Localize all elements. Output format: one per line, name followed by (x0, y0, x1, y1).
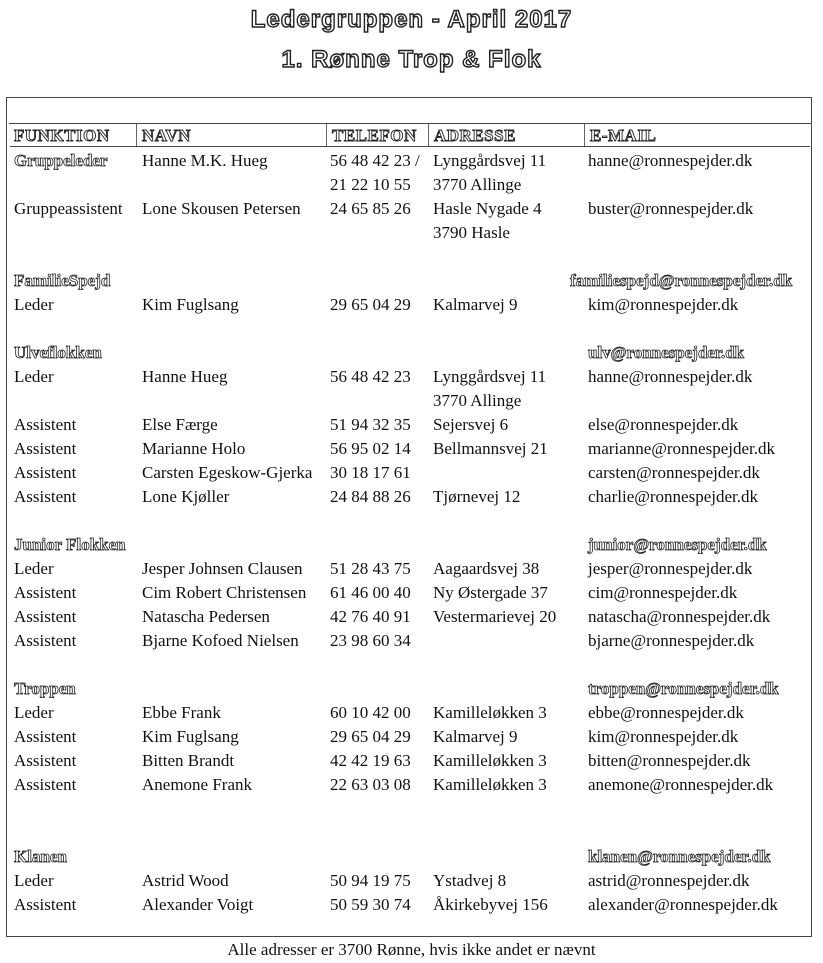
cell-telefon: 50 59 30 74 (330, 895, 411, 914)
cell-telefon: 29 65 04 29 (330, 295, 411, 314)
group-row (14, 341, 814, 365)
cell-funktion: Assistent (14, 415, 77, 434)
group-row (14, 677, 814, 701)
cell-email: hanne@ronnespejder.dk (588, 151, 753, 170)
cell-funktion: Leder (14, 367, 54, 386)
cell-telefon: 24 84 88 26 (330, 487, 411, 506)
cell-adresse: 3770 Allinge (433, 175, 522, 194)
table-row (14, 629, 814, 653)
cell-adresse: Hasle Nygade 4 (433, 199, 542, 218)
cell-email: anemone@ronnespejder.dk (588, 775, 774, 794)
cell-telefon: 51 94 32 35 (330, 415, 411, 434)
cell-email: jesper@ronnespejder.dk (588, 559, 753, 578)
cell-adresse: Ystadvej 8 (433, 871, 507, 890)
table-top-band (9, 98, 811, 124)
cell-funktion: Leder (14, 871, 54, 890)
cell-telefon: 42 76 40 91 (330, 607, 411, 626)
group-email: klanen@ronnespejder.dk (588, 847, 771, 866)
cell-navn: Marianne Holo (142, 439, 246, 458)
table-row (14, 581, 814, 605)
group-email: troppen@ronnespejder.dk (588, 679, 779, 698)
cell-adresse: Kamilleløkken 3 (433, 775, 547, 794)
table-row (14, 869, 814, 893)
cell-adresse: Kalmarvej 9 (433, 295, 518, 314)
cell-funktion: Assistent (14, 751, 77, 770)
cell-email: astrid@ronnespejder.dk (588, 871, 750, 890)
cell-adresse: Tjørnevej 12 (433, 487, 521, 506)
cell-navn: Hanne Hueg (142, 367, 228, 386)
cell-telefon: 61 46 00 40 (330, 583, 411, 602)
cell-adresse: Kamilleløkken 3 (433, 703, 547, 722)
cell-telefon: 50 94 19 75 (330, 871, 411, 890)
cell-email: else@ronnespejder.dk (588, 415, 739, 434)
cell-telefon: 21 22 10 55 (330, 175, 411, 194)
cell-telefon: 30 18 17 61 (330, 463, 411, 482)
cell-navn: Alexander Voigt (142, 895, 254, 914)
table-row (14, 485, 814, 509)
cell-navn: Lone Kjøller (142, 487, 230, 506)
header-navn: NAVN (142, 126, 191, 145)
header-email: E-MAIL (590, 126, 657, 145)
header-divider (326, 124, 327, 146)
table-row (14, 293, 814, 317)
footer-note: Alle adresser er 3700 Rønne, hvis ikke andet er nævnt (227, 940, 596, 959)
cell-adresse: Bellmannsvej 21 (433, 439, 548, 458)
spacer-row (14, 245, 814, 269)
group-name: Junior Flokken (14, 535, 126, 554)
cell-funktion: Assistent (14, 631, 77, 650)
cell-email: bitten@ronnespejder.dk (588, 751, 751, 770)
cell-telefon: 60 10 42 00 (330, 703, 411, 722)
cell-adresse: 3790 Hasle (433, 223, 510, 242)
cell-funktion: Leder (14, 295, 54, 314)
group-row (14, 845, 814, 869)
table-row (14, 557, 814, 581)
cell-telefon: 42 42 19 63 (330, 751, 411, 770)
group-name: FamilieSpejd (14, 271, 111, 290)
cell-telefon: 29 65 04 29 (330, 727, 411, 746)
cell-email: bjarne@ronnespejder.dk (588, 631, 755, 650)
table-row (14, 749, 814, 773)
cell-navn: Lone Skousen Petersen (142, 199, 301, 218)
page-subtitle: 1. Rønne Trop & Flok (281, 46, 542, 73)
cell-navn: Bjarne Kofoed Nielsen (142, 631, 299, 650)
cell-funktion: Leder (14, 559, 54, 578)
cell-navn: Kim Fuglsang (142, 727, 239, 746)
cell-email: charlie@ronnespejder.dk (588, 487, 759, 506)
header-telefon: TELEFON (332, 126, 417, 145)
table-row (14, 605, 814, 629)
group-row (14, 269, 814, 293)
cell-email: alexander@ronnespejder.dk (588, 895, 778, 914)
cell-email: cim@ronnespejder.dk (588, 583, 738, 602)
cell-navn: Natascha Pedersen (142, 607, 270, 626)
table-row (14, 725, 814, 749)
group-name: Ulveflokken (14, 343, 102, 362)
group-email: ulv@ronnespejder.dk (588, 343, 745, 362)
cell-funktion: Leder (14, 703, 54, 722)
page-title: Ledergruppen - April 2017 (250, 6, 573, 33)
table-row (14, 365, 814, 389)
cell-navn: Carsten Egeskow-Gjerka (142, 463, 313, 482)
cell-adresse: Lynggårdsvej 11 (433, 367, 547, 386)
cell-navn: Hanne M.K. Hueg (142, 151, 268, 170)
cell-funktion: Assistent (14, 895, 77, 914)
group-email: junior@ronnespejder.dk (588, 535, 767, 554)
cell-telefon: 24 65 85 26 (330, 199, 411, 218)
group-email: familiespejd@ronnespejder.dk (570, 271, 793, 290)
cell-funktion: Assistent (14, 463, 77, 482)
cell-email: buster@ronnespejder.dk (588, 199, 754, 218)
cell-email: kim@ronnespejder.dk (588, 727, 739, 746)
cell-email: marianne@ronnespejder.dk (588, 439, 776, 458)
table-row (14, 149, 814, 173)
cell-funktion: Assistent (14, 583, 77, 602)
cell-funktion: Assistent (14, 775, 77, 794)
cell-navn: Else Færge (142, 415, 218, 434)
spacer-row (14, 317, 814, 341)
cell-navn: Ebbe Frank (142, 703, 221, 722)
cell-funktion: Assistent (14, 487, 77, 506)
table-row (14, 413, 814, 437)
group-name: Troppen (14, 679, 76, 698)
cell-adresse: Kamilleløkken 3 (433, 751, 547, 770)
table-row (14, 893, 814, 917)
table-row (14, 173, 814, 197)
cell-funktion: Assistent (14, 607, 77, 626)
spacer-row (14, 797, 814, 821)
cell-navn: Cim Robert Christensen (142, 583, 307, 602)
cell-funktion: Gruppeassistent (14, 199, 123, 218)
spacer-row (14, 509, 814, 533)
cell-navn: Kim Fuglsang (142, 295, 239, 314)
cell-adresse: Vestermarievej 20 (433, 607, 557, 626)
cell-navn: Anemone Frank (142, 775, 253, 794)
table-row (14, 437, 814, 461)
cell-adresse: Lynggårdsvej 11 (433, 151, 547, 170)
cell-email: carsten@ronnespejder.dk (588, 463, 760, 482)
cell-funktion: Assistent (14, 727, 77, 746)
cell-adresse: Aagaardsvej 38 (433, 559, 540, 578)
table-row (14, 773, 814, 797)
header-adresse: ADRESSE (434, 126, 516, 145)
cell-adresse: Kalmarvej 9 (433, 727, 518, 746)
spacer-row (14, 821, 814, 845)
table-row (14, 389, 814, 413)
table-row (14, 197, 814, 221)
cell-telefon: 22 63 03 08 (330, 775, 411, 794)
header-funktion: FUNKTION (14, 126, 110, 145)
cell-telefon: 51 28 43 75 (330, 559, 411, 578)
cell-navn: Bitten Brandt (142, 751, 235, 770)
header-divider (584, 124, 585, 146)
cell-adresse: 3770 Allinge (433, 391, 522, 410)
cell-adresse: Åkirkebyvej 156 (433, 895, 548, 914)
cell-navn: Astrid Wood (142, 871, 229, 890)
table-row (14, 701, 814, 725)
cell-email: natascha@ronnespejder.dk (588, 607, 771, 626)
group-row (14, 533, 814, 557)
cell-funktion: Assistent (14, 439, 77, 458)
spacer-row (14, 653, 814, 677)
cell-navn: Jesper Johnsen Clausen (142, 559, 303, 578)
cell-email: kim@ronnespejder.dk (588, 295, 739, 314)
cell-adresse: Sejersvej 6 (433, 415, 509, 434)
table-header (10, 124, 810, 147)
group-name: Klanen (14, 847, 67, 866)
header-divider (136, 124, 137, 146)
cell-adresse: Ny Østergade 37 (433, 583, 548, 602)
cell-email: hanne@ronnespejder.dk (588, 367, 753, 386)
table-row (14, 461, 814, 485)
cell-telefon: 56 48 42 23 / (330, 151, 420, 170)
table-row (14, 221, 814, 245)
header-divider (428, 124, 429, 146)
cell-telefon: 23 98 60 34 (330, 631, 411, 650)
cell-email: ebbe@ronnespejder.dk (588, 703, 744, 722)
cell-telefon: 56 48 42 23 (330, 367, 411, 386)
cell-telefon: 56 95 02 14 (330, 439, 411, 458)
cell-funktion: Gruppeleder (14, 151, 108, 170)
